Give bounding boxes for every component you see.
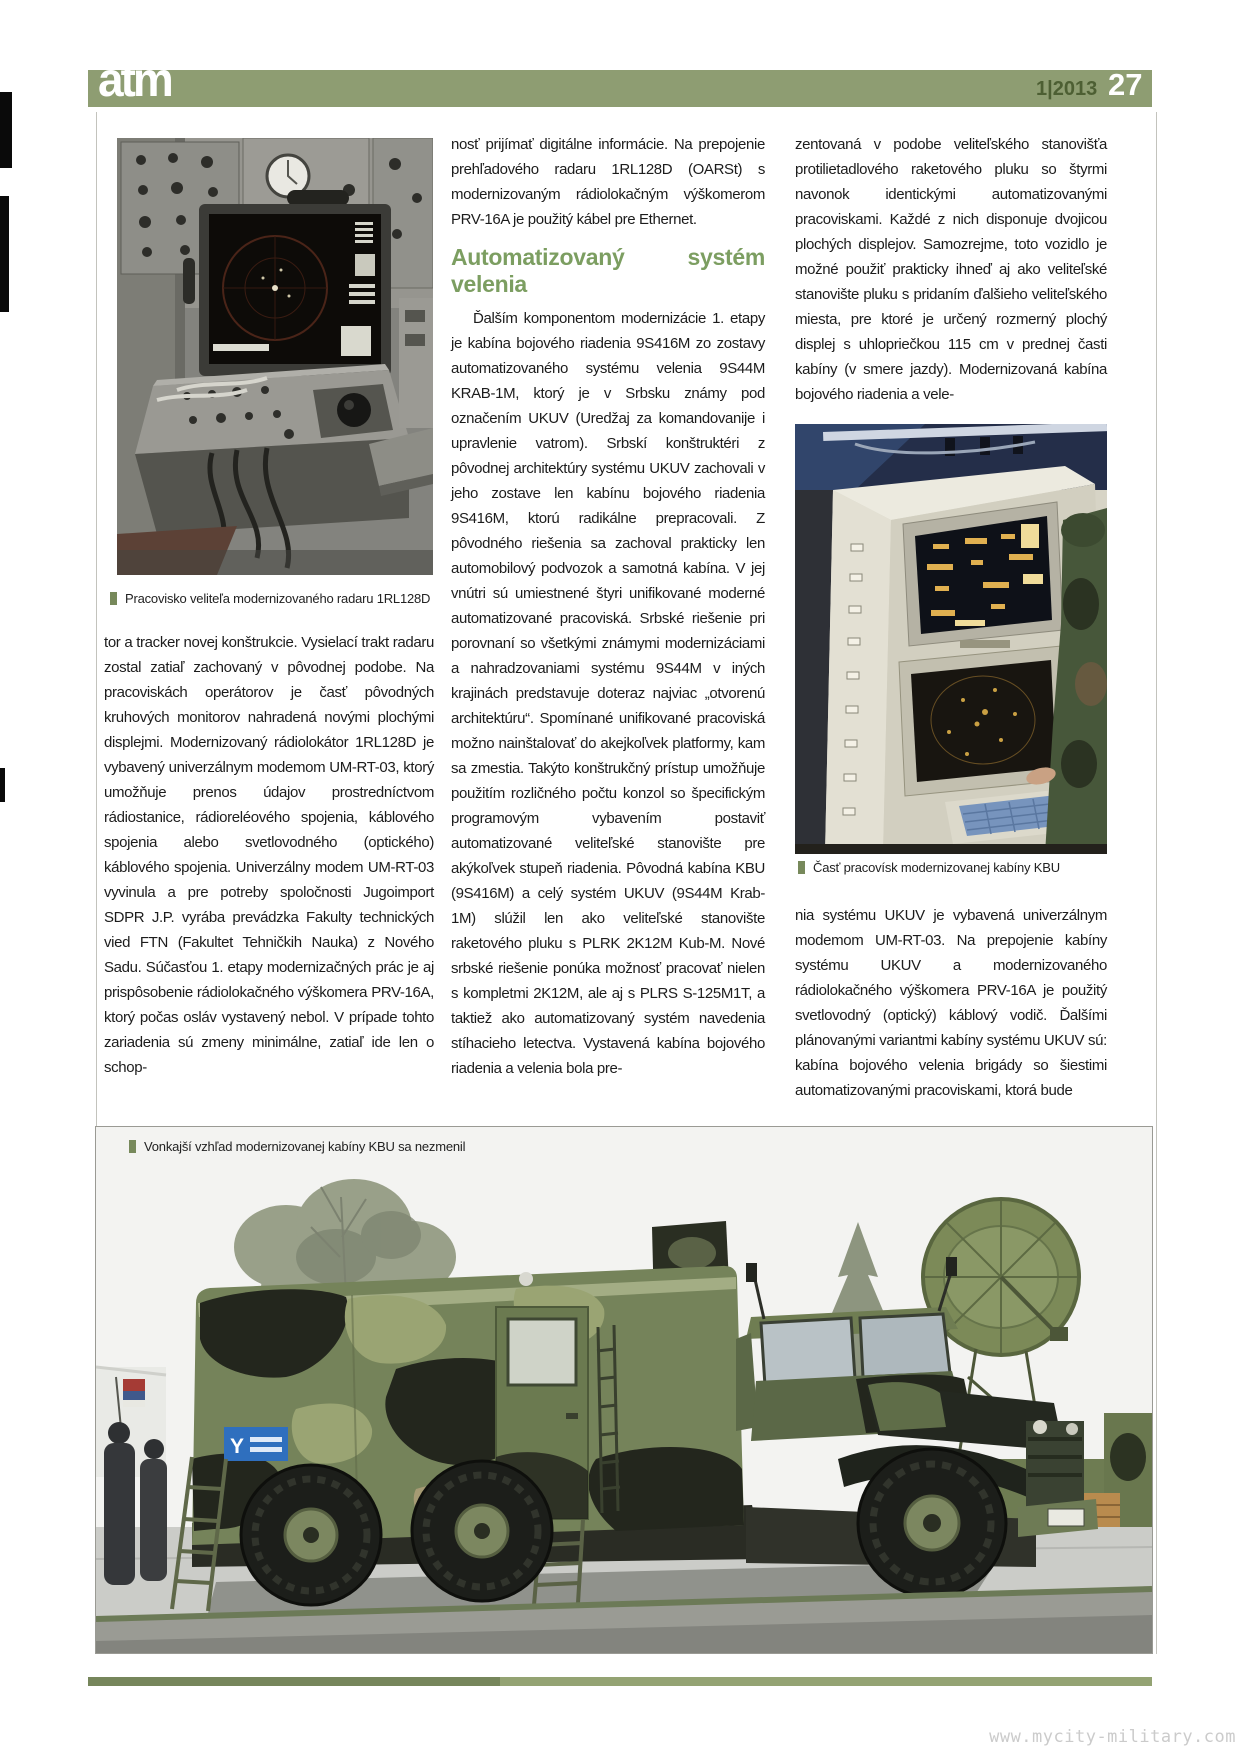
middle-column-body: Ďalším komponentom modernizácie 1. etapy je kabína bojového riadenia 9S416M zo zostavy automatizovaného systému velenia 9S44M KRAB-1M, ktorý je v Srbsku známy pod označením UKUV (Uredžaj za komandovanije i upravlenie vatrom). Srbskí konštruktéri z pôvodnej architektúry systému UKUV zachovali v jeho zostave len kabínu bojového riadenia 9S416M, ktorú radikálne prepracovali. Z pôvodného riešenia sa zachoval prakticky len automobilový podvozok a samotná kabína. V jej vnútri sú umiestnené štyri unifikované moderné automatizované pracoviská. Srbské riešenie pri porovnaní so všetkými známymi modernizáciami a nahradzovaniami systému 9S44M v iných krajinách predstavuje doteraz najviac „otvorenú architektúru“. Spomínané unifikované pracoviská možno nainštalovať do akejkoľvek platformy, kam sa zmestia. Takýto konštrukčný prístup umožňuje použitím rozličného počtu konzol so špecifickým programovým vybavením postaviť automatizované veliteľské stanovište pre akýkoľvek stupeň riadenia. Pôvodná kabína KBU (9S416M) a celý systém UKUV (9S44M Krab-1M) slúžil len ako veliteľské stanovište raketového pluku s PLRK 2K12M Kub-M. Nové srbské riešenie ponúka možnosť pracovať nielen s kompletmi 2K12M, ale aj s PLRS S-125M1T, a taktiež ako automatizovaný systém navedenia stíhacieho letectva. Vystavená kabína bojového riadenia a velenia bola pre- (451, 310, 765, 1077)
section-heading: Automatizovaný systém velenia (451, 244, 765, 297)
scan-artifact (0, 768, 5, 802)
caption-marker-icon (129, 1140, 136, 1153)
kbu-truck-photo (96, 1127, 1152, 1653)
svg-text:Y: Y (230, 1435, 245, 1458)
truck-photo-frame (95, 1126, 1153, 1654)
caption-marker-icon (798, 861, 805, 874)
radar-photo-caption-text: Pracovisko veliteľa modernizovaného radaru 1RL128D (125, 591, 431, 606)
article-column-middle (451, 132, 765, 1081)
site-watermark: www.mycity-military.com (989, 1727, 1236, 1747)
left-column-body: tor a tracker novej konštrukcie. Vysielací trakt radaru zostal zatiaľ zachovaný v pôvodnej podobe. Na pracoviskách operátorov je časť pôvodných kruhových monitorov nahradená novými plochými displejmi. Modernizovaný rádiolokátor 1RL128D je vybavený univerzálnym modemom UM-RT-03, ktorý umožňuje prenos údajov prostredníctvom rádiostanice, rádioreléového spojenia, káblového spojenia alebo svetlovodného (optického) káblového spojenia. Univerzálny modem UM-RT-03 vyvinula a pre potreby spoločnosti Jugoimport SDPR J.P. vyrába prevádzka Fakulty technických vied FTN (Fakultet Tehničkih Nauka) z Nového Sadu. Súčasťou 1. etapy modernizačných prác je aj prispôsobenie rádiolokačného výškomera PRV-16A, ktorý počas osláv vystavený nebol. V prípade tohto zariadenia sú zmeny minimálne, zatiaľ ide len o schop- (104, 634, 434, 1076)
right-column-body-bottom: nia systému UKUV je vybavená univerzálnym modemom UM-RT-03. Na prepojenie kabíny systému UKUV a modernizovaného rádiolokačného výškomera PRV-16A je použitý svetlovodný (optický) káblový vodič. Ďalšími plánovanými variantmi kabíny systému UKUV sú: kabína bojového velenia brigády so šiestimi automatizovanými pracoviskami, ktorá bude (795, 907, 1107, 1099)
caption-marker-icon (110, 592, 117, 605)
footer-bar-dark (88, 1677, 500, 1686)
article-column-right-top (795, 132, 1107, 407)
page-frame-right (1156, 112, 1157, 1654)
scan-artifact (0, 92, 12, 168)
header-bar (88, 70, 1152, 107)
jugoimport-logo (224, 1427, 288, 1461)
truck-photo-caption-text: Vonkajší vzhľad modernizovanej kabíny KBU sa nezmenil (144, 1139, 466, 1154)
kbu-photo-caption-text: Časť pracovísk modernizovanej kabíny KBU (813, 860, 1060, 875)
right-column-body-top: zentovaná v podobe veliteľského stanovišťa protilietadlového raketového pluku so štyrmi navonok identickými automatizovanými pracoviskami. Každé z nich disponuje dvojicou plochých displejov. Samozrejme, toto vozidlo je možné použiť prakticky ihneď aj ako veliteľské stanovište pluku s pridaním ďalšieho veliteľského miesta, pre ktoré je určený rozmerný plochý displej s uhlopriečkou 115 cm v prednej časti kabíny (v smere jazdy). Modernizovaná kabína bojového riadenia a vele- (795, 136, 1107, 403)
photo-caption-right (798, 860, 1110, 876)
kbu-interior-photo (795, 424, 1107, 854)
article-column-left (104, 630, 434, 1080)
footer-bar-light (500, 1677, 1152, 1686)
atm-logo: atm (98, 51, 171, 107)
scan-artifact (0, 196, 9, 312)
article-column-right-bottom (795, 903, 1107, 1103)
page-number: 27 (1108, 67, 1143, 102)
photo-caption-bottom (129, 1139, 689, 1155)
radar-console-photo (117, 138, 433, 575)
middle-column-intro: nosť prijímať digitálne informácie. Na prepojenie prehľadového radaru 1RL128D (OARSt) s modernizovaným rádiolokačným výškomerom PRV-16A je použitý kábel pre Ethernet. (451, 136, 765, 228)
issue-number: 1|2013 (1036, 78, 1098, 100)
photo-caption-left (110, 591, 432, 607)
